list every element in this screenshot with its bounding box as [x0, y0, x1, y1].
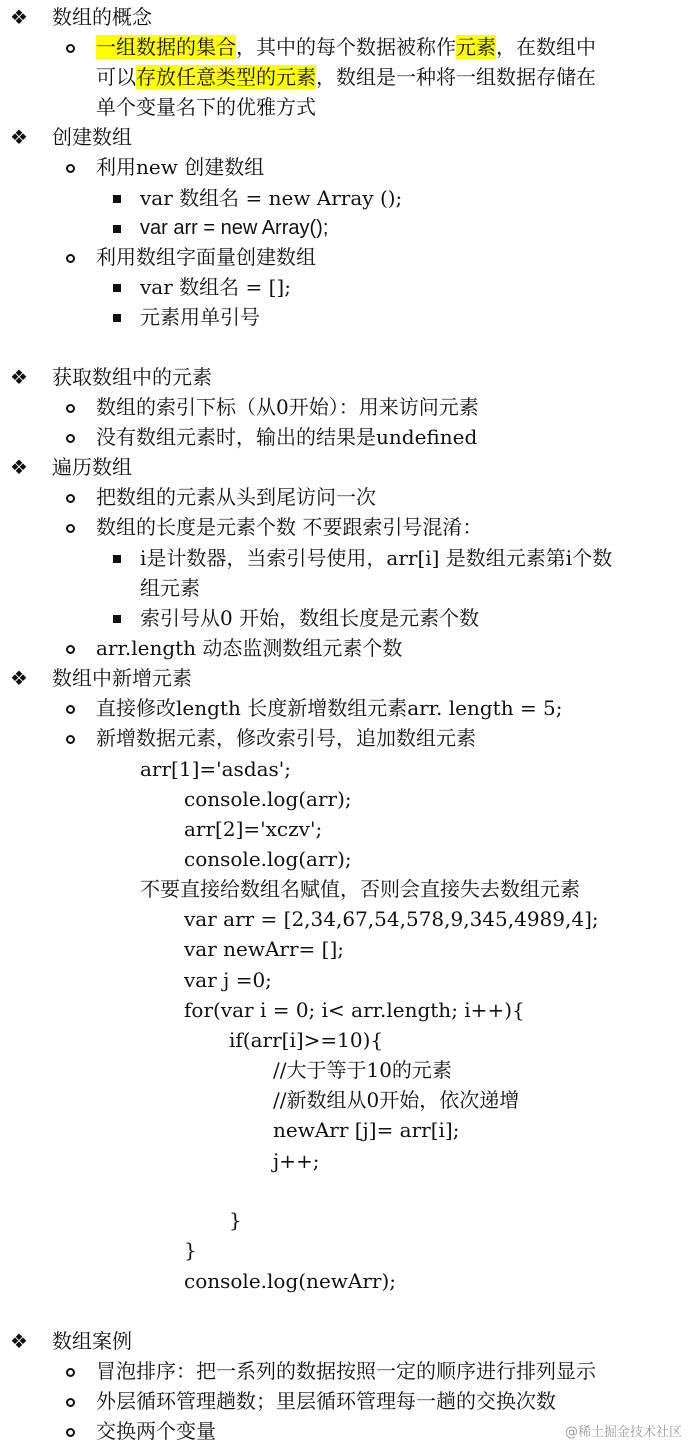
- highlight-element: 元素: [456, 35, 496, 59]
- circle-bullet-icon: [66, 44, 75, 53]
- square-bullet-icon: [113, 195, 121, 203]
- code-line: }: [184, 1238, 197, 1262]
- create-item-new: 利用new 创建数组: [0, 152, 690, 182]
- circle-bullet-icon: [66, 735, 75, 744]
- cases-item-swap: 交换两个变量: [0, 1416, 690, 1446]
- circle-bullet-icon: [66, 645, 75, 654]
- circle-bullet-icon: [66, 404, 75, 413]
- code-line: var arr = [2,34,67,54,578,9,345,4989,4];: [184, 907, 599, 931]
- diamond-bullet-icon: ❖: [10, 5, 28, 29]
- code-line: for(var i = 0; i< arr.length; i++){: [184, 998, 525, 1022]
- traverse-item-counter: i是计数器，当索引号使用，arr[i] 是数组元素第i个数: [0, 543, 690, 573]
- circle-bullet-icon: [66, 434, 75, 443]
- create-item-literal-a: var 数组名 = [];: [0, 272, 690, 302]
- square-bullet-icon: [113, 555, 121, 563]
- square-bullet-icon: [113, 314, 121, 322]
- create-item-new-a: var 数组名 = new Array ();: [0, 183, 690, 213]
- concept-line-2: 可以存放任意类型的元素，数组是一种将一组数据存储在: [96, 65, 596, 89]
- square-bullet-icon: [113, 615, 121, 623]
- traverse-item-visit: 把数组的元素从头到尾访问一次: [0, 482, 690, 512]
- cases-item-loops: 外层循环管理趟数；里层循环管理每一趟的交换次数: [0, 1386, 690, 1416]
- code-line: if(arr[i]>=10){: [229, 1028, 384, 1052]
- traverse-item-length: 数组的长度是元素个数 不要跟索引号混淆：: [0, 512, 690, 542]
- add-item-index: 新增数据元素，修改索引号，追加数组元素: [0, 723, 690, 753]
- heading-traverse: ❖ 遍历数组: [0, 452, 690, 482]
- circle-bullet-icon: [66, 1398, 75, 1407]
- get-item-index: 数组的索引下标（从0开始）：用来访问元素: [0, 392, 690, 422]
- concept-line-1: 一组数据的集合，其中的每个数据被称作元素，在数组中: [0, 32, 690, 62]
- create-item-new-b: var arr = new Array();: [0, 213, 690, 243]
- add-item-length: 直接修改length 长度新增数组元素arr. length = 5;: [0, 693, 690, 723]
- circle-bullet-icon: [66, 705, 75, 714]
- traverse-item-counter-cont: 组元素: [140, 576, 200, 600]
- cases-item-bubble: 冒泡排序：把一系列的数据按照一定的顺序进行排列显示: [0, 1356, 690, 1386]
- diamond-bullet-icon: ❖: [10, 455, 28, 479]
- circle-bullet-icon: [66, 1428, 75, 1437]
- heading-get: ❖ 获取数组中的元素: [0, 362, 690, 392]
- diamond-bullet-icon: ❖: [10, 666, 28, 690]
- get-item-undefined: 没有数组元素时，输出的结果是undefined: [0, 422, 690, 452]
- code-line: newArr [j]= arr[i];: [273, 1118, 460, 1142]
- diamond-bullet-icon: ❖: [10, 125, 28, 149]
- watermark: @稀土掘金技术社区: [564, 1425, 682, 1440]
- traverse-item-index-start: 索引号从0 开始，数组长度是元素个数: [0, 603, 690, 633]
- circle-bullet-icon: [66, 254, 75, 263]
- code-line: }: [229, 1208, 242, 1232]
- code-line: var newArr= [];: [184, 937, 344, 961]
- circle-bullet-icon: [66, 164, 75, 173]
- code-line: j++;: [273, 1149, 320, 1173]
- heading-create: ❖ 创建数组: [0, 122, 690, 152]
- code-note: 不要直接给数组名赋值，否则会直接失去数组元素: [140, 877, 580, 901]
- heading-cases: ❖ 数组案例: [0, 1326, 690, 1356]
- circle-bullet-icon: [66, 1368, 75, 1377]
- heading-add: ❖ 数组中新增元素: [0, 663, 690, 693]
- code-line: console.log(arr);: [184, 787, 352, 811]
- square-bullet-icon: [113, 284, 121, 292]
- diamond-bullet-icon: ❖: [10, 1329, 28, 1353]
- circle-bullet-icon: [66, 494, 75, 503]
- traverse-item-arr-length: arr.length 动态监测数组元素个数: [0, 633, 690, 663]
- code-line: var j =0;: [184, 968, 272, 992]
- create-item-literal: 利用数组字面量创建数组: [0, 242, 690, 272]
- code-line: arr[1]='asdas';: [140, 757, 292, 781]
- highlight-set: 一组数据的集合: [96, 35, 236, 59]
- square-bullet-icon: [113, 225, 121, 233]
- circle-bullet-icon: [66, 524, 75, 533]
- code-line: console.log(arr);: [184, 847, 352, 871]
- code-line: console.log(newArr);: [184, 1269, 397, 1293]
- code-line: arr[2]='xczv';: [184, 817, 323, 841]
- code-comment: //新数组从0开始，依次递增: [273, 1088, 520, 1112]
- code-comment: //大于等于10的元素: [273, 1058, 452, 1082]
- create-item-literal-b: 元素用单引号: [0, 302, 690, 332]
- heading-concept: ❖ 数组的概念: [0, 2, 690, 32]
- concept-line-3: 单个变量名下的优雅方式: [96, 95, 316, 119]
- diamond-bullet-icon: ❖: [10, 365, 28, 389]
- highlight-any-type: 存放任意类型的元素: [136, 65, 316, 89]
